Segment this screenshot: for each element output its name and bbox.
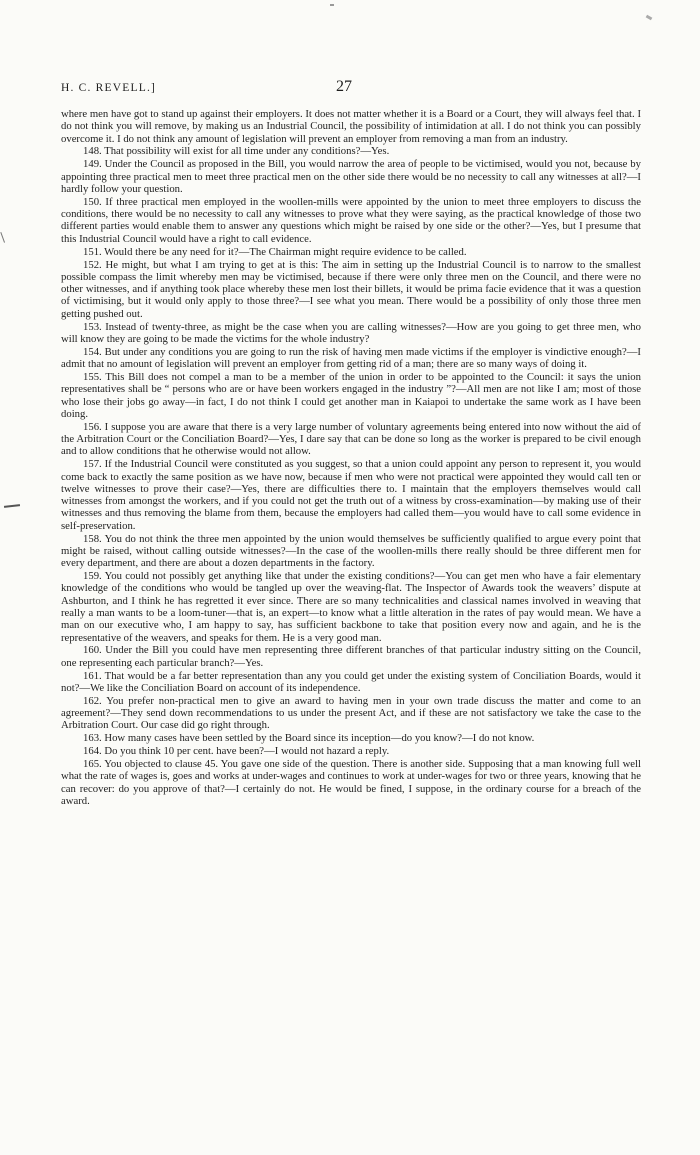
paragraph-158: 158. You do not think the three men appointed by the union would themselves be sufficiently qualified to argue every point that might be raised, without calling outside witnesses?—In the case of the woollen-mills there really should be three different men for every department, and there are about a dozen departments in the factory.: [61, 532, 641, 570]
scan-speck: [330, 4, 334, 6]
margin-pen-mark: [0, 230, 9, 242]
paragraph-157: 157. If the Industrial Council were constituted as you suggest, so that a union could appoint any person to represent it, you would come back to exactly the same position as we have now, because if men who were not practical were appointed they would call ten or twelve witnesses to prove their case?—Yes, there are difficulties there to. I maintain that the employers themselves would call witnesses from amongst the workers, and if you could not get the truth out of a witness by cross-examination—by making use of their witnesses and thus removing the blame from them, because the employers had called them—you would have to call some evidence in self-preservation.: [61, 458, 641, 532]
paragraph-155: 155. This Bill does not compel a man to be a member of the union in order to be appointed to the Council: it says the union representatives shall be “ persons who are or have been workers engaged in the industry ”?—All men are not like I am; most of those who lose their jobs go away—in fact, I do not think I could get another man in Kaiapoi to undertake the same work as I have been doing.: [61, 370, 641, 420]
paragraph-161: 161. That would be a far better representation than any you could get under the existing system of Conciliation Boards, would it not?—We like the Conciliation Board on account of its independence.: [61, 669, 641, 694]
paragraph-149: 149. Under the Council as proposed in the Bill, you would narrow the area of people to be victimised, would you not, because by appointing three practical men to meet three practical men on the other side there would be no necessity to call any witnesses at all?—I hardly follow your question.: [61, 158, 641, 195]
page-number: 27: [336, 78, 352, 95]
paragraph-150: 150. If three practical men employed in the woollen-mills were appointed by the union to meet three employers to discuss the conditions, there would be no necessity to call any witnesses to prove what they were saying, as the practical knowledge of those two different parties would enable them to answer any questions which might be raised by one side or the other?—Yes, but I presume that this Industrial Council would have a right to call evidence.: [61, 195, 641, 245]
running-head: H. C. REVELL.]: [61, 82, 157, 94]
body-text: [61, 108, 641, 807]
paragraph-160: 160. Under the Bill you could have men representing three different branches of that particular industry sitting on the Council, one representing each particular branch?—Yes.: [61, 644, 641, 669]
paragraph-162: 162. You prefer non-practical men to give an award to having men in your own trade discuss the matter and come to an agreement?—They send down recommendations to us under the present Act, and if these are not satisfactory we take the case to the Arbitration Court. Our case did go right through.: [61, 694, 641, 732]
paragraph-154: 154. But under any conditions you are going to run the risk of having men made victims if the employer is vindictive enough?—I admit that no amount of legislation will prevent an employer from getting rid of a man; there are so many ways of doing it.: [61, 345, 641, 371]
paragraph-continuation: where men have got to stand up against their employers. It does not matter whether it is a Board or a Court, they will always feel that. I do not think you will remove, by making us an Industrial Council, the possibility of intimidation at all. I do not think you can possibly overcome it. I do not think any amount of legislation will prevent an employer from removing a man from an industry.: [61, 108, 641, 145]
paragraph-165: 165. You objected to clause 45. You gave one side of the question. There is another side. Supposing that a man knowing full well what the rate of wages is, goes and works at under-wages and continues to work at under-wages for two or three years, knowing that he can recover: do you approve of that?—I certainly do not. He would be fined, I suppose, in the ordinary course for a breach of the award.: [61, 758, 641, 808]
paragraph-159: 159. You could not possibly get anything like that under the existing conditions?—You can get men who have a fair elementary knowledge of the conditions who would be tangled up over the weaving-flat. The Inspector of Awards took the weavers’ dispute at Ashburton, and I think he has regretted it ever since. There are so many technicalities and classical names involved in weaving that really a man wants to be a loom-tuner—that is, an expert—to know what a little alteration in the rates of pay would mean. We have a man on our executive who, I am happy to say, has sufficient backbone to take that position every now and again, and he is the representative of the weavers, and speaks for them. He is a very good man.: [61, 570, 641, 644]
page-header: [61, 80, 640, 100]
paragraph-164: 164. Do you think 10 per cent. have been?—I would not hazard a reply.: [83, 745, 390, 758]
paragraph-153: 153. Instead of twenty-three, as might be the case when you are calling witnesses?—How are you going to get three men, who will know they are going to be made the victims for the whole industry?: [61, 320, 641, 345]
paragraph-152: 152. He might, but what I am trying to get at is this: The aim in setting up the Industrial Council is to narrow to the smallest possible compass the limit whereby men may be victimised, because if there were only three men on the Council, and there were no other witnesses, and if anything took place whereby these men lost their billets, it would be prima facie evidence that it was a question of victimising, but it would only apply to those three?—I see what you mean. There would be a possibility of only those three men getting pushed out.: [61, 258, 641, 320]
margin-pen-mark: [4, 504, 20, 508]
paragraph-163: 163. How many cases have been settled by the Board since its inception—do you know?—I do not know.: [83, 732, 535, 745]
paragraph-156: 156. I suppose you are aware that there is a very large number of voluntary agreements being entered into now without the aid of the Arbitration Court or the Conciliation Board?—Yes, I dare say that can be done so long as the worker is prepared to be civil enough and to allow conditions that he otherwise would not allow.: [61, 420, 641, 458]
scan-speck: [646, 15, 653, 21]
paragraph-148: 148. That possibility will exist for all time under any conditions?—Yes.: [83, 145, 390, 158]
paragraph-151: 151. Would there be any need for it?—The Chairman might require evidence to be called.: [83, 245, 467, 258]
